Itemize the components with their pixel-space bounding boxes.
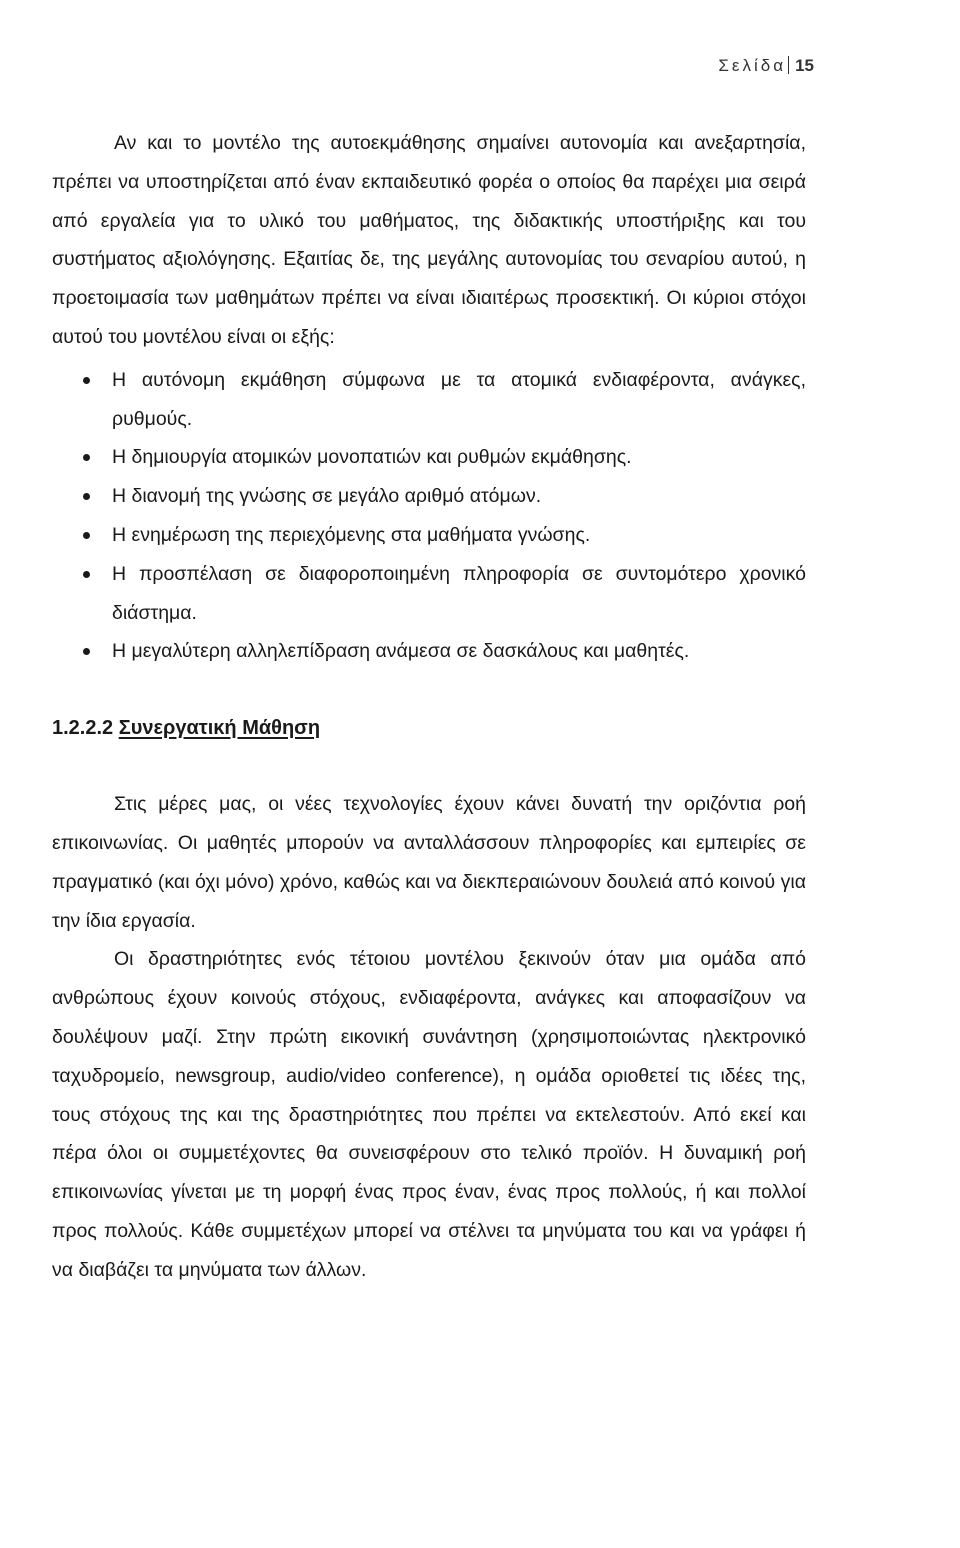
bullet-icon [83,648,90,655]
bullet-icon [83,532,90,539]
page-number: 15 [795,56,814,75]
page-content [52,124,806,1290]
list-item-text: Η διανομή της γνώσης σε μεγάλο αριθμό ατόμων. [112,485,542,508]
list-item [52,361,806,439]
bullet-icon [83,571,90,578]
list-item [52,555,806,633]
section-body [52,785,806,1289]
section-paragraph-2: Οι δραστηριότητες ενός τέτοιου μοντέλου ξεκινούν όταν μια ομάδα από ανθρώπους έχουν κοινούς στόχους, ενδιαφέροντα, ανάγκες και αποφασίζουν να δουλέψουν μαζί. Στην πρώτη εικονική συνάντηση (χρησιμοποιώντας ηλεκτρονικό ταχυδρομείο, newsgroup, audio/video conference), η ομάδα οριοθετεί τις ιδέες της, τους στόχους της και της δραστηριότητες που πρέπει να εκτελεστούν. Από εκεί και πέρα όλοι οι συμμετέχοντες θα συνεισφέρουν στο τελικό προϊόν. Η δυναμική ροή επικοινωνίας γίνεται με τη μορφή ένας προς έναν, ένας προς πολλούς, ή και πολλοί προς πολλούς. Κάθε συμμετέχων μπορεί να στέλνει τα μηνύματα του και να γράφει ή να διαβάζει τα μηνύματα των άλλων. [52,948,806,1281]
bullet-icon [83,493,90,500]
page-header [718,56,814,76]
page-header-separator [788,56,789,74]
section-title: Συνεργατική Μάθηση [118,717,321,740]
list-item [52,516,806,555]
list-item [52,438,806,477]
list-item-text: Η μεγαλύτερη αλληλεπίδραση ανάμεσα σε δασκάλους και μαθητές. [112,640,690,663]
section-paragraph-1: Στις μέρες μας, οι νέες τεχνολογίες έχουν κάνει δυνατή την οριζόντια ροή επικοινωνίας. Οι μαθητές μπορούν να ανταλλάσσουν πληροφορίες και εμπειρίες σε πραγματικό (και όχι μόνο) χρόνο, καθώς και να διεκπεραιώνουν δουλειά από κοινού για την ίδια εργασία. [52,793,806,932]
intro-paragraph: Αν και το μοντέλο της αυτοεκμάθησης σημαίνει αυτονομία και ανεξαρτησία, πρέπει να υποστηρίζεται από έναν εκπαιδευτικό φορέα ο οποίος θα παρέχει μια σειρά από εργαλεία για το υλικό του μαθήματος, της διδακτικής υποστήριξης και του συστήματος αξιολόγησης. Εξαιτίας δε, της μεγάλης αυτονομίας του σεναρίου αυτού, η προετοιμασία των μαθημάτων πρέπει να είναι ιδιαιτέρως προσεκτική. Οι κύριοι στόχοι αυτού του μοντέλου είναι οι εξής: [52,132,806,348]
page-label: Σελίδα [718,56,787,75]
list-item [52,632,806,671]
list-item-text: Η αυτόνομη εκμάθηση σύμφωνα με τα ατομικά ενδιαφέροντα, ανάγκες, ρυθμούς. [112,368,806,430]
bullet-icon [83,454,90,461]
list-item [52,477,806,516]
section-number: 1.2.2.2 [52,717,114,740]
list-item-text: Η προσπέλαση σε διαφοροποιημένη πληροφορία σε συντομότερο χρονικό διάστημα. [112,562,806,624]
list-item-text: Η δημιουργία ατομικών μονοπατιών και ρυθμών εκμάθησης. [112,446,632,469]
list-item-text: Η ενημέρωση της περιεχόμενης στα μαθήματα γνώσης. [112,523,591,546]
goals-list [52,361,806,671]
section-heading [52,709,806,747]
bullet-icon [83,377,90,384]
